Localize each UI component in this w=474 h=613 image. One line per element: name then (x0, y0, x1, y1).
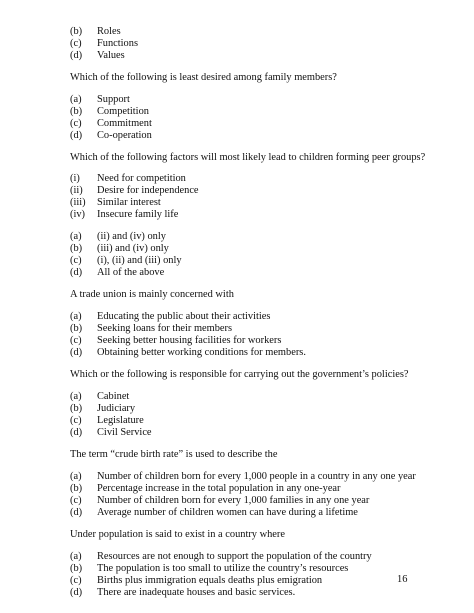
question-text: Under population is said to exist in a country where (70, 529, 285, 540)
document-page: (b) Roles (c) Functions (d) Values Which of the following is least desired among family members? (a) Support (b) Competition (c) Commitment (d) Co-operation Which of the following factors will most likely lead to children forming peer groups? (i) Need for competition (ii) Desire for independence (iii) Similar interest (iv) Insecure family life (a) (ii) and (iv) only (b) (iii) and (iv) only (c) (i), (ii) and (iii) only (d) All of the above A trade union is mainly concerned with (a) Educating the public about their activities (b) Seeking loans for their members (c) Seeking better housing facilities for workers (d) Obtaining better working conditions for members. Which or the following is responsible for carrying out the government’s policies? (a) Cabinet (b) Judiciary (c) Legislature (d) Civil Service The term “crude birth rate” is used to describe the (a) Number of children born for every 1,000 people in a country in any one year (b) Percentage increase in the total population in any one-year (c) Number of children born for every 1,000 families in any one year (d) Average number of children women can have during a lifetime Under population is said to exist in a country where (a) Resources are not enough to support the population of the country (b) The population is too small to utilize the country’s resources (c) Births plus immigration equals deaths plus emigration (d) There are inadequate houses and basic services. 16 (70, 26, 426, 598)
page-number: 16 (397, 574, 408, 585)
question-text: The term “crude birth rate” is used to describe the (70, 449, 278, 460)
question-text: A trade union is mainly concerned with (70, 289, 234, 300)
question-text: Which of the following factors will most likely lead to children forming peer groups? (70, 152, 426, 163)
question-text: Which of the following is least desired among family members? (70, 72, 337, 83)
question-text: Which or the following is responsible for carrying out the government’s policies? (70, 369, 409, 380)
